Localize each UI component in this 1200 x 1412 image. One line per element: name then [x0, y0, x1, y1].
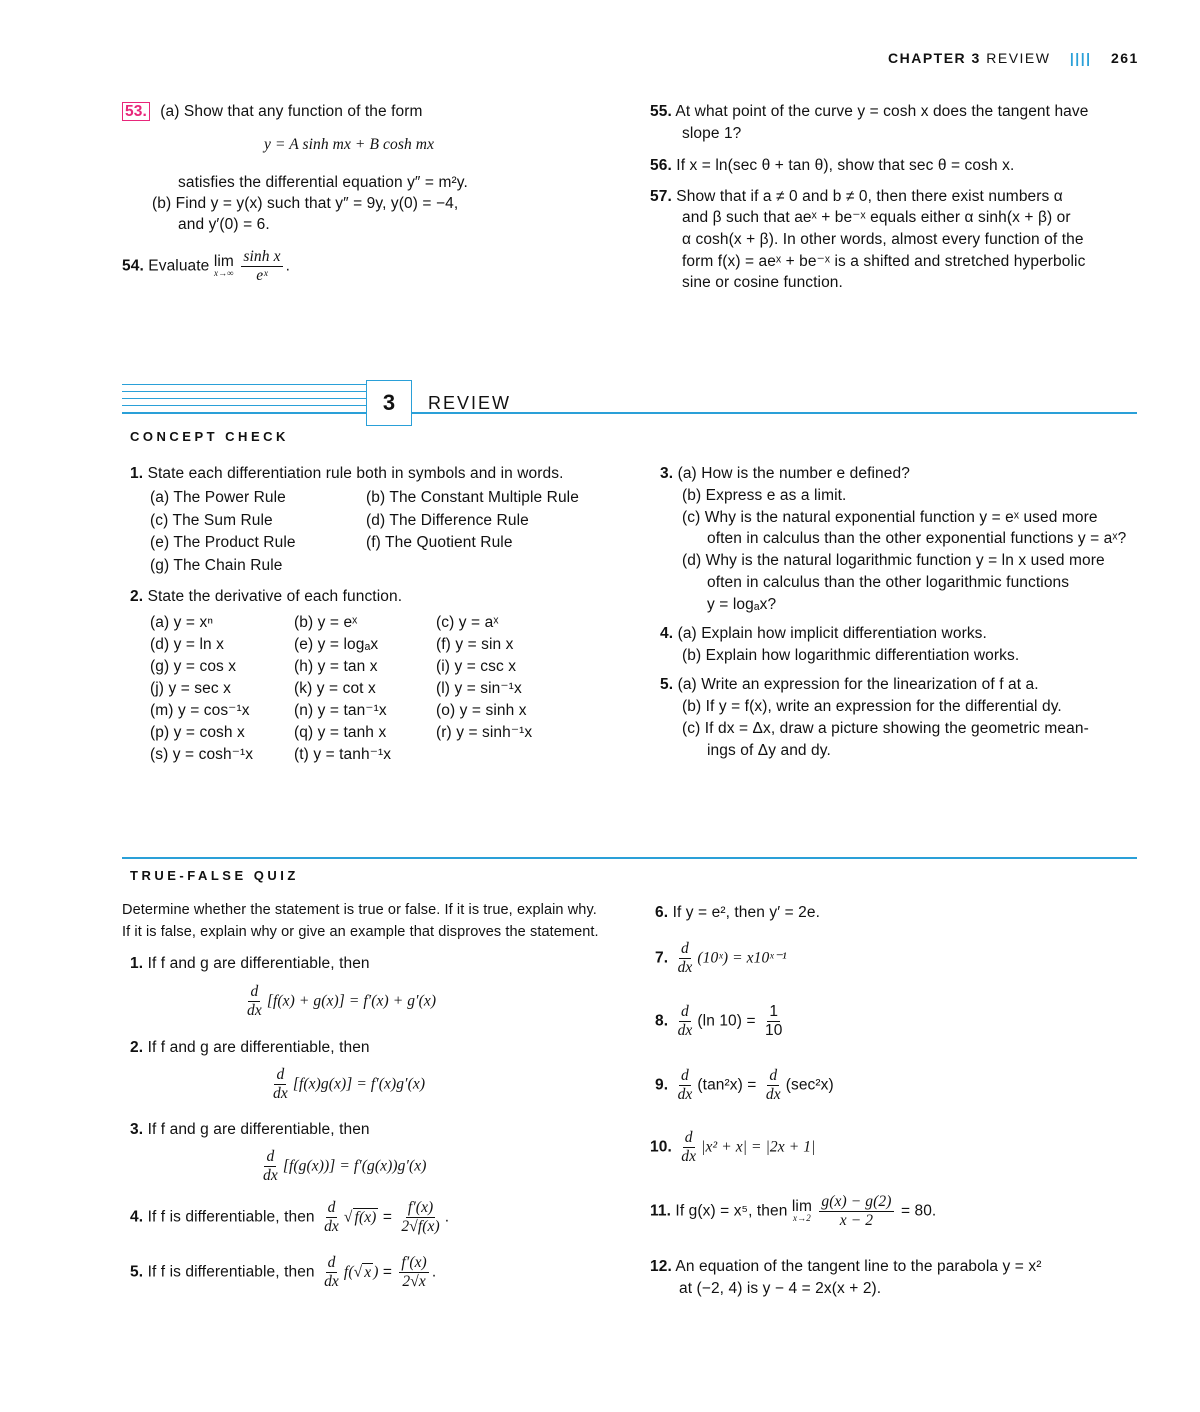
problem-54-text: Evaluate: [148, 257, 210, 275]
tf-1-number: 1.: [130, 955, 144, 972]
problem-57-number: 57.: [650, 188, 672, 205]
cc-q2-i: (i) y = csc x: [436, 658, 517, 675]
tf-intro-2: If it is false, explain why or give an example that disproves the statement.: [122, 924, 599, 940]
cc-q2-m: (m) y = cos⁻¹x: [150, 702, 250, 719]
cc-q4-number: 4.: [660, 625, 674, 642]
tf-11-top: g(x) − g(2): [821, 1193, 892, 1210]
d-top: d: [250, 983, 259, 1000]
lim-sub: x→2: [793, 1213, 811, 1223]
cc-q1-number: 1.: [130, 465, 144, 482]
dx-bottom: dx: [263, 1167, 278, 1184]
problem-57-line5: sine or cosine function.: [682, 274, 843, 291]
tf-6-number: 6.: [655, 904, 669, 921]
tf-5-number: 5.: [130, 1263, 144, 1281]
cc-q5-number: 5.: [660, 676, 674, 693]
problem-57-line2: and β such that aeˣ + be⁻ˣ equals either α sinh(x + β) or: [682, 209, 1071, 226]
tf-8-bottom: 10: [765, 1022, 783, 1039]
tf-9-a: (tan²x) =: [697, 1076, 757, 1094]
problem-55-line1: At what point of the curve y = cosh x does the tangent have: [675, 103, 1089, 120]
running-header: [888, 50, 1139, 66]
cc-q2-g: (g) y = cos x: [150, 658, 237, 675]
tf-7-number: 7.: [655, 949, 669, 967]
d-top: d: [276, 1066, 285, 1083]
frac-top: sinh x: [243, 248, 281, 265]
dx-bottom: dx: [765, 1086, 781, 1103]
tf-5: 5. If f is differentiable, then $\frac{d}{dx}$ f(√ x ) = $\frac{f'(x)}{2√x}$ .: [130, 1254, 437, 1290]
cc-q2-t: (t) y = tanh⁻¹x: [294, 746, 392, 763]
cc-q3-d3: y = logₐx?: [707, 596, 777, 613]
tf-8: [655, 1003, 787, 1040]
dx-bottom: dx: [677, 959, 693, 976]
lim-label: lim: [213, 253, 234, 270]
review-label: REVIEW: [428, 393, 512, 413]
cc-q4-b: (b) Explain how logarithmic differentiation works.: [682, 647, 1020, 664]
cc-q1-b: (b) The Constant Multiple Rule: [366, 489, 579, 506]
tf-1-equation: [242, 983, 436, 1020]
tf-11-number: 11.: [650, 1202, 671, 1220]
cc-q5-a: (a) Write an expression for the linearization of f at a.: [677, 676, 1039, 693]
cc-q2-e: (e) y = logₐx: [294, 636, 379, 653]
problem-57-line1: Show that if a ≠ 0 and b ≠ 0, then there exist numbers α: [676, 188, 1063, 205]
problem-53-number: 53.: [122, 102, 150, 121]
cc-q3-c1: (c) Why is the natural exponential function y = eˣ used more: [682, 509, 1098, 526]
cc-q1-g: (g) The Chain Rule: [150, 557, 283, 574]
cc-q2-f: (f) y = sin x: [436, 636, 514, 653]
tf-3-eq: [f(g(x))] = f′(g(x))g′(x): [282, 1157, 427, 1175]
page-number: 261: [1110, 50, 1139, 66]
cc-q2-l: (l) y = sin⁻¹x: [436, 680, 522, 697]
cc-q2-q: (q) y = tanh x: [294, 724, 387, 741]
cc-q2-p: (p) y = cosh x: [150, 724, 245, 741]
cc-q2-d: (d) y = ln x: [150, 636, 224, 653]
tf-10: [650, 1129, 815, 1166]
cc-q1-f: (f) The Quotient Rule: [366, 534, 513, 551]
chapter-number-box: 3: [366, 380, 412, 426]
problem-53-equation: y = A sinh mx + B cosh mx: [264, 136, 435, 153]
tf-9: [655, 1067, 834, 1104]
problem-53-a: (a) Show that any function of the form: [160, 103, 423, 120]
problem-56-line1: If x = ln(sec θ + tan θ), show that sec θ = cosh x.: [676, 157, 1015, 174]
tf-7: [655, 940, 787, 977]
cc-q1-text: State each differentiation rule both in symbols and in words.: [147, 465, 564, 482]
tf-10-eq: |x² + x| = |2x + 1|: [701, 1138, 816, 1156]
problem-54-number: 54.: [122, 257, 144, 275]
tf-1-text: If f and g are differentiable, then: [147, 955, 370, 972]
cc-q5-c1: (c) If dx = Δx, draw a picture showing the geometric mean-: [682, 720, 1089, 737]
tf-8-number: 8.: [655, 1012, 669, 1030]
lim-sub: x→∞: [214, 268, 234, 278]
dx-bottom: dx: [247, 1002, 262, 1019]
true-false-title: TRUE-FALSE QUIZ: [130, 868, 299, 883]
tf-11-post: = 80.: [900, 1202, 937, 1220]
tf-intro-1: Determine whether the statement is true or false. If it is true, explain why.: [122, 902, 597, 918]
cc-q5-b: (b) If y = f(x), write an expression for the differential dy.: [682, 698, 1062, 715]
cc-q2-k: (k) y = cot x: [294, 680, 376, 697]
tf-12-number: 12.: [650, 1258, 672, 1275]
tf-2-text: If f and g are differentiable, then: [147, 1039, 370, 1056]
tf-1-eq: [f(x) + g(x)] = f′(x) + g′(x): [266, 992, 437, 1010]
cc-q1-e: (e) The Product Rule: [150, 534, 296, 551]
d-top: d: [681, 1067, 689, 1084]
problem-55-line2: slope 1?: [682, 125, 742, 142]
tf-4: 4. If f is differentiable, then $\frac{d}{dx}$ √ f(x) = $\frac{f'(x)}{2√f(x)}$ .: [130, 1199, 450, 1235]
tf-12-line2: at (−2, 4) is y − 4 = 2x(x + 2).: [679, 1280, 882, 1297]
problem-53-satisfies: satisfies the differential equation y″ = m²y.: [178, 174, 468, 191]
frac-bottom: eˣ: [256, 267, 268, 284]
cc-q3-b: (b) Express e as a limit.: [682, 487, 847, 504]
header-chapter: CHAPTER 3: [888, 50, 981, 66]
problem-54-fraction: [241, 248, 282, 285]
problem-53-b: (b) Find y = y(x) such that y″ = 9y, y(0) = −4,: [152, 195, 459, 212]
cc-q1-d: (d) The Difference Rule: [366, 512, 529, 529]
tf-9-number: 9.: [655, 1076, 669, 1094]
problem-55-number: 55.: [650, 103, 672, 120]
cc-q3-d1: (d) Why is the natural logarithmic function y = ln x used more: [682, 552, 1105, 569]
problem-56-number: 56.: [650, 157, 672, 174]
dx-bottom: dx: [677, 1022, 693, 1039]
d-top: d: [681, 1003, 689, 1020]
problem-57-line3: α cosh(x + β). In other words, almost every function of the: [682, 231, 1084, 248]
dx-bottom: dx: [273, 1085, 288, 1102]
cc-q2-number: 2.: [130, 588, 144, 605]
cc-q2-b: (b) y = eˣ: [294, 614, 358, 631]
problem-57-line4: form f(x) = aeˣ + be⁻ˣ is a shifted and stretched hyperbolic: [682, 253, 1086, 270]
dx-bottom: dx: [324, 1273, 339, 1290]
cc-q3-d2: often in calculus than the other logarithmic functions: [707, 574, 1070, 591]
cc-q2-h: (h) y = tan x: [294, 658, 378, 675]
cc-q3-c2: often in calculus than the other exponential functions y = aˣ?: [707, 530, 1127, 547]
tf-2-equation: [268, 1066, 425, 1103]
tf-7-eq: (10ˣ) = x10ˣ⁻¹: [697, 949, 787, 967]
cc-q3-a: (a) How is the number e defined?: [677, 465, 910, 482]
problem-53-b2: and y′(0) = 6.: [178, 216, 270, 233]
tf-8-eq: (ln 10) =: [697, 1012, 756, 1030]
tf-2-eq: [f(x)g(x)] = f′(x)g′(x): [292, 1075, 426, 1093]
lim-label: lim: [791, 1198, 812, 1215]
tf-3-equation: [258, 1148, 427, 1185]
cc-q2-o: (o) y = sinh x: [436, 702, 527, 719]
cc-q2-r: (r) y = sinh⁻¹x: [436, 724, 533, 741]
dx-bottom: dx: [681, 1148, 697, 1165]
tf-3-number: 3.: [130, 1121, 144, 1138]
d-top: d: [327, 1199, 336, 1216]
cc-q1-a: (a) The Power Rule: [150, 489, 286, 506]
tf-8-top: 1: [769, 1003, 779, 1020]
cc-q2-a: (a) y = xⁿ: [150, 614, 214, 631]
tf-11-bottom: x − 2: [839, 1212, 874, 1229]
section-divider: [122, 857, 1137, 859]
header-bars: ||||: [1069, 50, 1092, 66]
dx-bottom: dx: [324, 1218, 339, 1235]
cc-q2-j: (j) y = sec x: [150, 680, 231, 697]
cc-q2-c: (c) y = aˣ: [436, 614, 499, 631]
tf-9-b: (sec²x): [785, 1076, 834, 1094]
d-top: d: [327, 1254, 336, 1271]
tf-4-bottom: 2√f(x): [401, 1218, 440, 1235]
d-top: d: [681, 940, 689, 957]
problem-54-limit: [214, 255, 234, 278]
cc-q2-s: (s) y = cosh⁻¹x: [150, 746, 254, 763]
d-top: d: [684, 1129, 693, 1146]
header-title: REVIEW: [986, 50, 1051, 66]
tf-6-text: If y = e², then y′ = 2e.: [672, 904, 821, 921]
tf-5-bottom: 2√x: [402, 1273, 426, 1290]
cc-q4-a: (a) Explain how implicit differentiation works.: [677, 625, 987, 642]
cc-q3-number: 3.: [660, 465, 674, 482]
tf-5-top: f′(x): [401, 1254, 427, 1271]
tf-4-number: 4.: [130, 1208, 144, 1226]
problem-54: 54. Evaluate lim x→∞ $\frac{\text{sinh x}}{\text{eˣ}}$ .: [122, 248, 290, 284]
tf-10-number: 10.: [650, 1138, 672, 1156]
dx-bottom: dx: [677, 1086, 693, 1103]
tf-11: [650, 1193, 936, 1230]
tf-12-line1: An equation of the tangent line to the parabola y = x²: [675, 1258, 1042, 1275]
tf-2-number: 2.: [130, 1039, 144, 1056]
d-top: d: [769, 1067, 778, 1084]
tf-5-text: If f is differentiable, then: [147, 1263, 315, 1281]
tf-11-pre: If g(x) = x⁵, then: [675, 1202, 788, 1220]
concept-check-title: CONCEPT CHECK: [130, 429, 289, 444]
tf-4-top: f′(x): [407, 1199, 434, 1216]
cc-q2-text: State the derivative of each function.: [147, 588, 403, 605]
cc-q1-c: (c) The Sum Rule: [150, 512, 273, 529]
tf-4-text: If f is differentiable, then: [147, 1208, 315, 1226]
cc-q2-n: (n) y = tan⁻¹x: [294, 702, 387, 719]
tf-3-text: If f and g are differentiable, then: [147, 1121, 370, 1138]
cc-q5-c2: ings of Δy and dy.: [707, 742, 831, 759]
d-top: d: [266, 1148, 275, 1165]
